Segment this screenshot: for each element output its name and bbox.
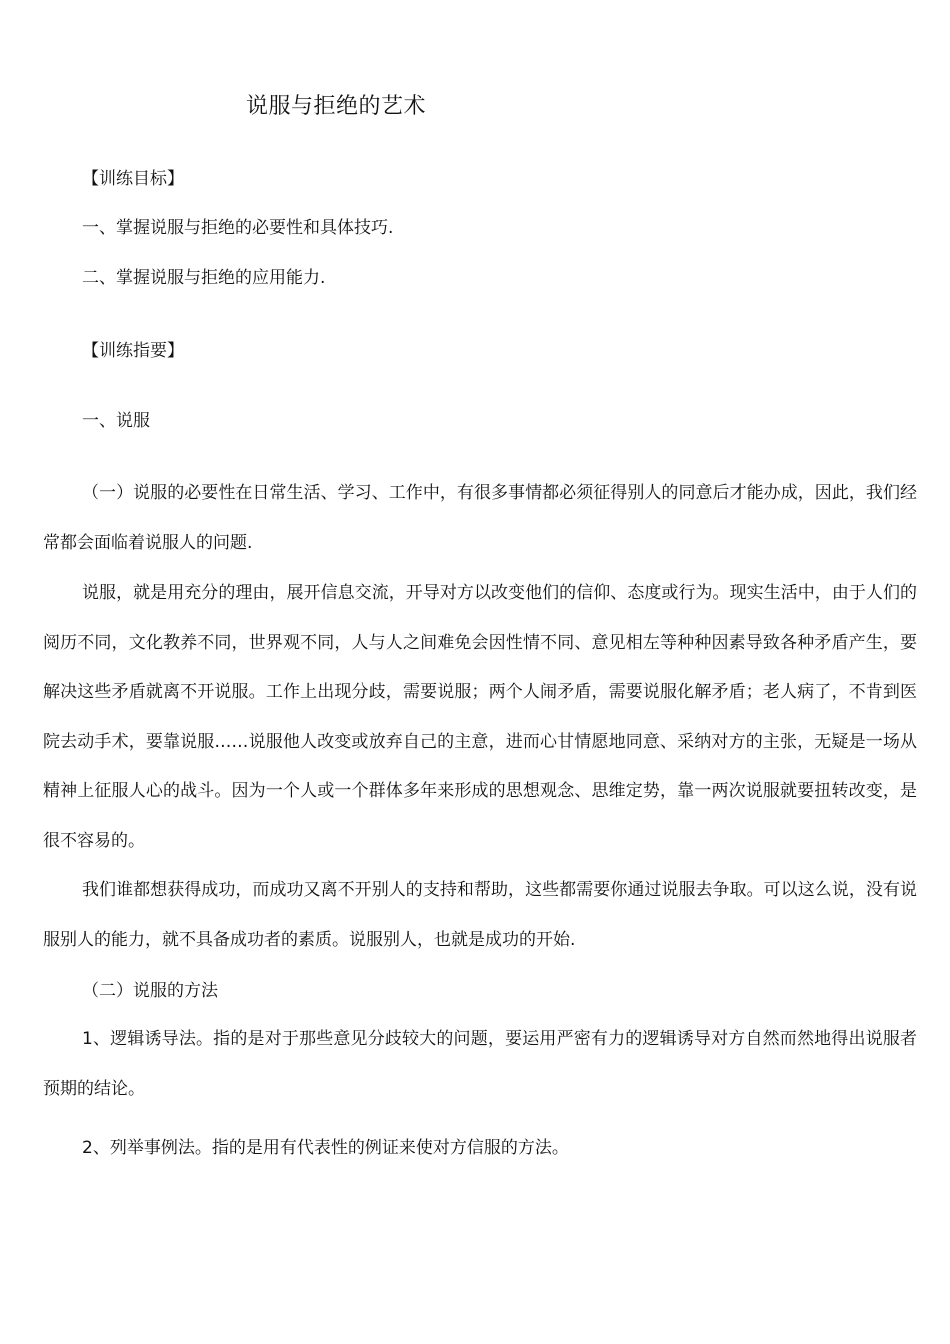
guide-heading: 【训练指要】: [82, 341, 184, 361]
paragraph-success: 我们谁都想获得成功，而成功又离不开别人的支持和帮助，这些都需要你通过说服去争取。可以这么说，没有说服别人的能力，就不具备成功者的素质。说服别人，也就是成功的开始.: [43, 880, 917, 950]
method-examples: 2、列举事例法。指的是用有代表性的例证来使对方信服的方法。: [82, 1138, 569, 1158]
section-heading-persuasion: 一、说服: [82, 411, 150, 431]
goal-item-1: 一、掌握说服与拒绝的必要性和具体技巧.: [82, 218, 394, 238]
goals-heading: 【训练目标】: [82, 169, 184, 189]
methods-heading: （二）说服的方法: [82, 981, 218, 1001]
paragraph-definition: 说服，就是用充分的理由，展开信息交流，开导对方以改变他们的信仰、态度或行为。现实生活中，由于人们的阅历不同，文化教养不同，世界观不同，人与人之间难免会因性情不同、意见相左等种种因素导致各种矛盾产生，要解决这些矛盾就离不开说服。工作上出现分歧，需要说服；两个人闹矛盾，需要说服化解矛盾；老人病了，不肯到医院去动手术，要靠说服……说服他人改变或放弃自己的主意，进而心甘情愿地同意、采纳对方的主张，无疑是一场从精神上征服人心的战斗。因为一个人或一个群体多年来形成的思想观念、思维定势，靠一两次说服就要扭转改变，是很不容易的。: [43, 583, 917, 851]
goal-item-2: 二、掌握说服与拒绝的应用能力.: [82, 268, 326, 288]
document-title: 说服与拒绝的艺术: [246, 94, 427, 119]
method-logic-induction: 1、逻辑诱导法。指的是对于那些意见分歧较大的问题，要运用严密有力的逻辑诱导对方自然而然地得出说服者预期的结论。: [43, 1029, 917, 1099]
paragraph-necessity: （一）说服的必要性在日常生活、学习、工作中，有很多事情都必须征得别人的同意后才能办成，因此，我们经常都会面临着说服人的问题.: [43, 483, 917, 553]
